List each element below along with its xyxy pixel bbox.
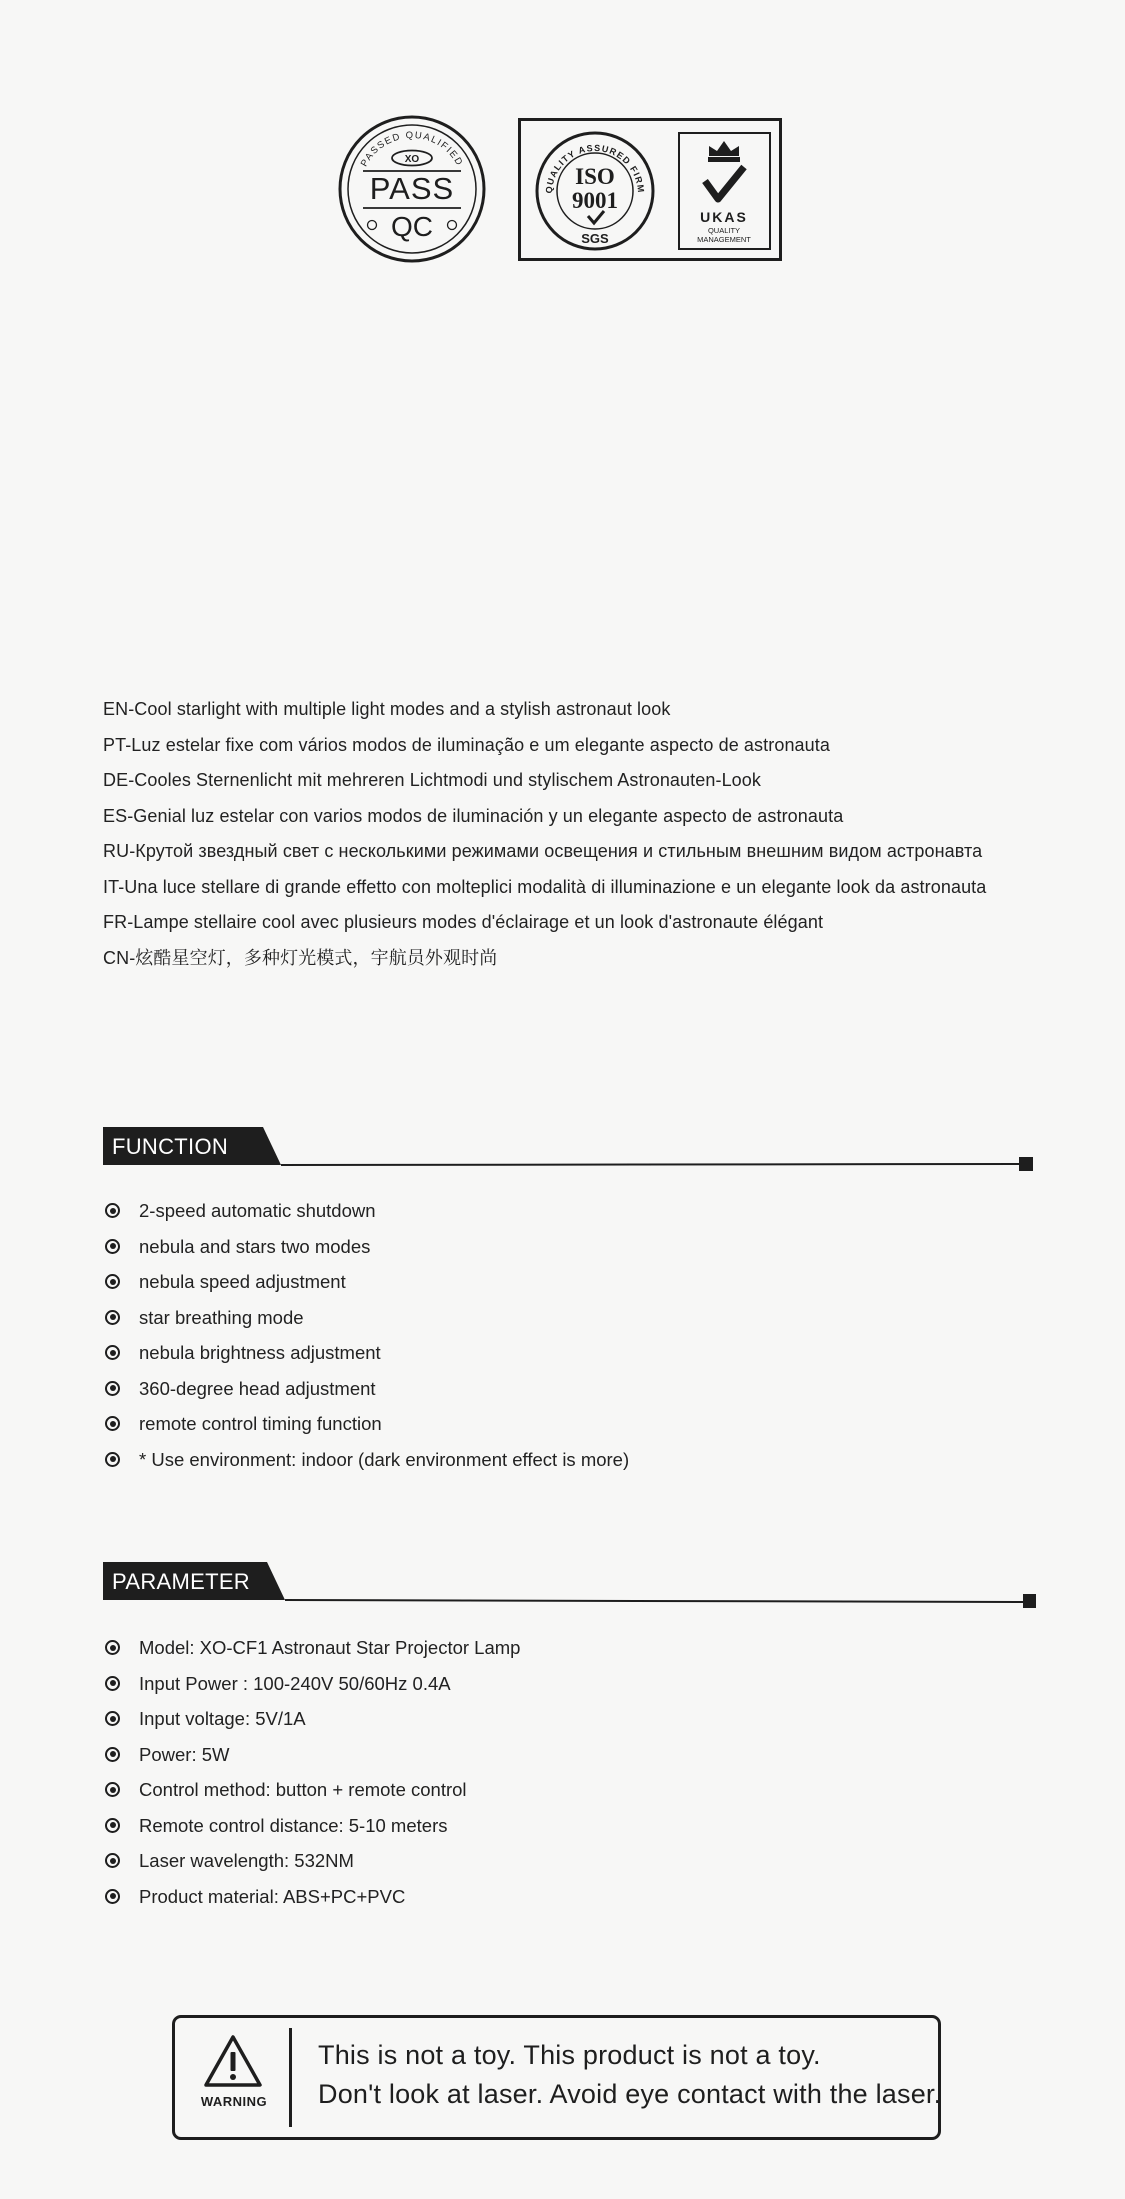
slogan-cn: CN-炫酷星空灯，多种灯光模式，宇航员外观时尚 [103,947,498,968]
parameter-list [105,1630,1005,1914]
slogan-es: ES-Genial luz estelar con varios modos de iluminación y un elegante aspecto de astronauta [103,805,844,826]
list-item [105,1879,1005,1915]
bullet-icon [105,1416,120,1431]
pass-ring-text: PASSED QUALIFIED [358,129,466,169]
pass-sub: QC [391,211,433,242]
parameter-item-text: Model: XO-CF1 Astronaut Star Projector Lamp [139,1637,521,1658]
list-item [105,1193,1005,1229]
list-item [105,1300,1005,1336]
function-item-text: nebula brightness adjustment [139,1342,381,1363]
list-item [105,1843,1005,1879]
bullet-icon [105,1203,120,1218]
parameter-header [103,1562,1036,1600]
bullet-icon [105,1853,120,1868]
function-item-text: nebula speed adjustment [139,1271,346,1292]
pass-main: PASS [369,171,455,206]
pass-qc-seal [337,114,487,264]
crown-icon [709,141,739,156]
bullet-icon [105,1452,120,1467]
function-item-text: remote control timing function [139,1413,382,1434]
bullet-icon [105,1676,120,1691]
parameter-item-text: Input voltage: 5V/1A [139,1708,306,1729]
checkmark-icon [705,167,744,199]
parameter-title: PARAMETER [112,1569,250,1594]
function-item-text: nebula and stars two modes [139,1235,371,1257]
parameter-item-text: Remote control distance: 5-10 meters [139,1814,448,1836]
list-item [105,1630,1005,1666]
slogan-pt: PT-Luz estelar fixe com vários modos de iluminação e um elegante aspecto de astronauta [103,734,830,755]
bullet-icon [105,1818,120,1833]
function-header [103,1127,1036,1165]
function-list [105,1193,1005,1477]
list-item [105,1442,1005,1478]
ukas-line1: QUALITY [707,226,741,235]
ukas-line2: MANAGEMENT [697,235,751,244]
pass-brand: XO [404,154,420,165]
list-item [105,1371,1005,1407]
bullet-icon [105,1345,120,1360]
bullet-icon [105,1889,120,1904]
warning-label: WARNING [200,2094,268,2109]
bullet-icon [105,1640,120,1655]
parameter-item-text: Power: 5W [139,1743,230,1765]
list-item [105,1406,1005,1442]
slogan-list [103,692,1103,976]
slogan-fr: FR-Lampe stellaire cool avec plusieurs modes d'éclairage et un look d'astronaute élégant [103,912,824,932]
bullet-icon [105,1711,120,1726]
bullet-icon [105,1239,120,1254]
function-item-text: 2-speed automatic shutdown [139,1200,376,1221]
function-item-text: * Use environment: indoor (dark environment effect is more) [139,1448,630,1470]
iso-9001-seal [530,124,660,254]
list-item [105,1666,1005,1702]
parameter-item-text: Control method: button + remote control [139,1779,467,1800]
function-item-text: star breathing mode [139,1306,304,1328]
iso-issuer: SGS [581,231,609,246]
ukas-name: UKAS [700,209,748,225]
bullet-icon [105,1381,120,1396]
parameter-item-text: Input Power : 100-240V 50/60Hz 0.4A [139,1672,451,1694]
list-item [105,1737,1005,1773]
list-item [105,1701,1005,1737]
function-title: FUNCTION [112,1134,229,1159]
function-item-text: 360-degree head adjustment [139,1377,376,1399]
list-item [105,1264,1005,1300]
bullet-icon [105,1274,120,1289]
bullet-icon [105,1747,120,1762]
iso-ring-text: QUALITY ASSURED FIRM [543,142,647,194]
slogan-en: EN-Cool starlight with multiple light modes and a stylish astronaut look [103,699,671,719]
warning-line-1: This is not a toy. This product is not a toy. [318,2040,821,2070]
parameter-item-text: Laser wavelength: 532NM [139,1850,354,1871]
slogan-ru: RU-Крутой звездный свет с несколькими режимами освещения и стильным внешним видом астронавта [103,841,983,861]
list-item [105,1808,1005,1844]
iso-line1: ISO [575,164,615,189]
list-item [105,1335,1005,1371]
iso-line2: 9001 [572,188,618,213]
warning-divider [289,2028,292,2127]
list-item [105,1772,1005,1808]
warning-icon [203,2034,263,2088]
slogan-de: DE-Cooles Sternenlicht mit mehreren Lichtmodi und stylischem Astronauten-Look [103,770,762,790]
warning-box [172,2015,941,2140]
bullet-icon [105,1310,120,1325]
parameter-item-text: Product material: ABS+PC+PVC [139,1885,406,1907]
list-item [105,1229,1005,1265]
slogan-it: IT-Una luce stellare di grande effetto con molteplici modalità di illuminazione e un elegante look da astronauta [103,876,987,897]
bullet-icon [105,1782,120,1797]
warning-line-2: Don't look at laser. Avoid eye contact with the laser. [318,2079,942,2109]
ukas-quality-mark [678,132,771,250]
